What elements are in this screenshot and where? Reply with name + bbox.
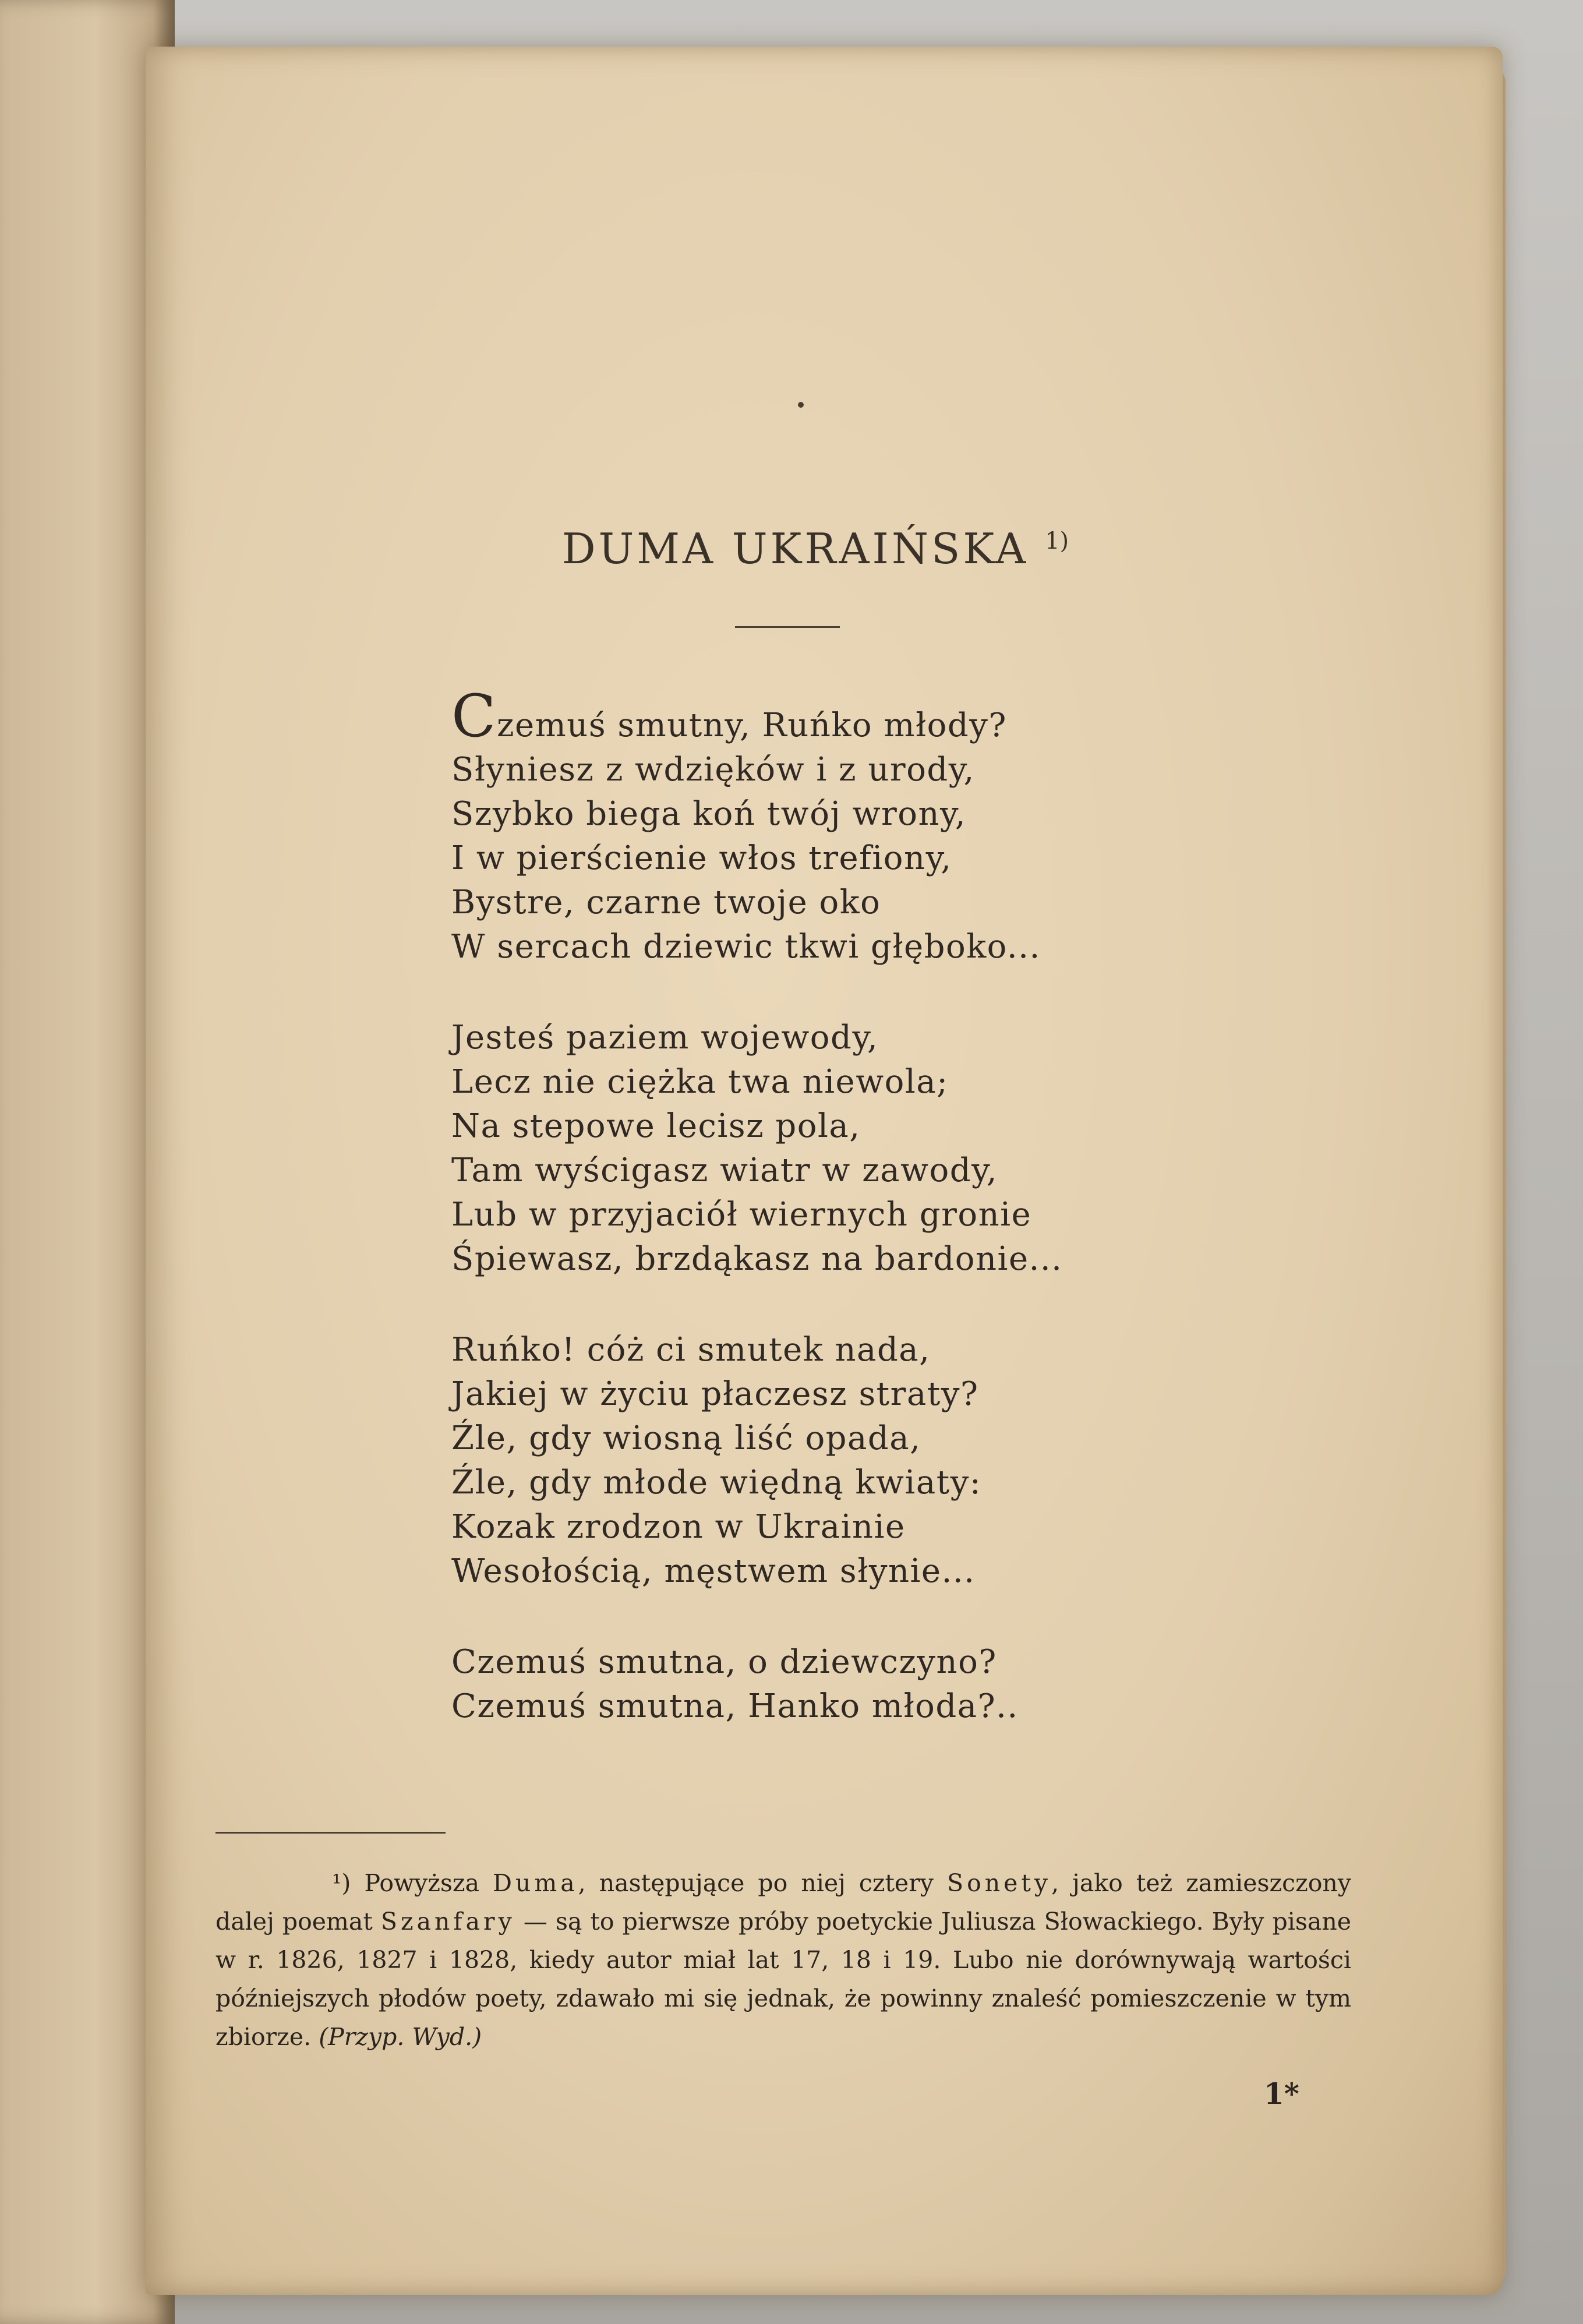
page-title xyxy=(524,524,1107,573)
verse-line: Śpiewasz, brzdąkasz na bardonie... xyxy=(451,1240,1063,1278)
verse-line: Ruńko! cóż ci smutek nada, xyxy=(451,1331,931,1369)
stanza-1 xyxy=(451,682,1150,969)
verse-line: Czemuś smutna, o dziewczyno? xyxy=(451,1643,997,1681)
footnote-emphasis: Sonety xyxy=(946,1869,1052,1897)
title-rule xyxy=(735,626,840,628)
stanza-3 xyxy=(451,1328,1150,1594)
verse-line: Na stepowe lecisz pola, xyxy=(451,1107,861,1145)
title-text: DUMA UKRAIŃSKA xyxy=(561,524,1029,573)
verse-line: Kozak zrodzon w Ukrainie xyxy=(451,1508,906,1546)
footnote-emphasis: Duma xyxy=(493,1869,578,1897)
footnote-rule xyxy=(215,1832,446,1834)
drop-cap: C xyxy=(451,682,497,750)
stanza-4 xyxy=(451,1640,1150,1729)
footnote-mark: ¹) xyxy=(332,1869,351,1897)
verse-line: Bystre, czarne twoje oko xyxy=(451,884,881,921)
footnote-emphasis: Szanfary xyxy=(380,1908,515,1936)
footnote-text: Powyższa xyxy=(364,1869,480,1897)
verse-line: Tam wyścigasz wiatr w zawody, xyxy=(451,1152,998,1189)
stanza-2 xyxy=(451,1016,1150,1281)
verse-line: I w pierścienie włos trefiony, xyxy=(451,839,952,877)
verse-line: Jakiej w życiu płaczesz straty? xyxy=(451,1375,979,1413)
footnote-attribution: (Przyp. Wyd.) xyxy=(319,2023,482,2051)
verse-line: Źle, gdy wiosną liść opada, xyxy=(451,1419,921,1457)
footnote-text: , następujące po niej cztery xyxy=(578,1869,934,1897)
footnote-text: — są to pierwsze próby poetyckie Juliusza Słowackiego. Były pisane w r. 1826, 1827 i 1828, kiedy autor miał lat 17, 18 i 19. Lubo nie dorównywają wartości późniejszych płodów poety, zdawało mi się jednak, że powinny znaleść pomieszczenie w tym zbiorze. xyxy=(215,1908,1351,2051)
verse-line: W sercach dziewic tkwi głęboko... xyxy=(451,928,1041,966)
verse-line: Źle, gdy młode więdną kwiaty: xyxy=(451,1464,982,1502)
verse-line: Słyniesz z wdzięków i z urody, xyxy=(451,751,975,789)
footnote xyxy=(215,1864,1351,2056)
poem xyxy=(451,682,1150,1775)
ink-speck xyxy=(798,402,804,408)
verse-line: Lub w przyjaciół wiernych gronie xyxy=(451,1196,1032,1234)
verse-line: Szybko biega koń twój wrony, xyxy=(451,795,967,833)
verse-line: Wesołością, męstwem słynie... xyxy=(451,1552,976,1590)
page-number: 1* xyxy=(1264,2076,1299,2111)
verse-line: Czemuś smutna, Hanko młoda?.. xyxy=(451,1687,1019,1725)
verse-line: Lecz nie ciężka twa niewola; xyxy=(451,1063,949,1101)
verse-line: Czemuś smutny, Ruńko młody? xyxy=(451,682,1007,750)
verse-line: Jesteś paziem wojewody, xyxy=(451,1019,879,1057)
footnote-text: , jako też zamieszczony dalej poemat xyxy=(215,1869,1351,1936)
title-footnote-mark: 1) xyxy=(1045,528,1069,554)
